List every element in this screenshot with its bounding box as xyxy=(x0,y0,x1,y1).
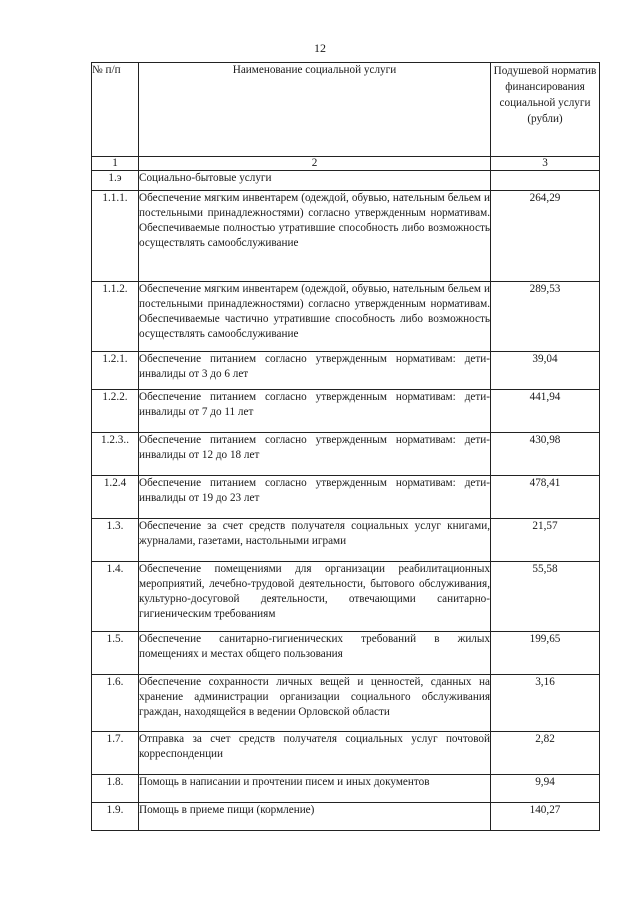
section-num: 1.э xyxy=(92,171,139,191)
row-number: 1.1.1. xyxy=(92,191,139,282)
norm-value: 9,94 xyxy=(491,775,600,803)
row-number: 1.1.2. xyxy=(92,282,139,352)
header-num: № п/п xyxy=(92,63,139,157)
column-number: 3 xyxy=(491,157,600,171)
row-number: 1.2.4 xyxy=(92,476,139,519)
service-name: Отправка за счет средств получателя социальных услуг почтовой корреспонденции xyxy=(139,732,491,775)
norm-value: 289,53 xyxy=(491,282,600,352)
table-row xyxy=(92,282,600,352)
service-name: Обеспечение питанием согласно утвержденным нормативам: дети-инвалиды от 12 до 18 лет xyxy=(139,433,491,476)
norm-value: 478,41 xyxy=(491,476,600,519)
table-row xyxy=(92,562,600,632)
service-name: Обеспечение мягким инвентарем (одеждой, обувью, нательным бельем и постельными принадлежностями) согласно утвержденным нормативам. Обеспечиваемые полностью утратившие способность либо возможность осуществлять самообслуживание xyxy=(139,191,491,282)
norm-value: 39,04 xyxy=(491,352,600,390)
table-row xyxy=(92,632,600,675)
table-header-row xyxy=(92,63,600,157)
section-value-cell xyxy=(491,171,600,191)
column-number: 2 xyxy=(139,157,491,171)
row-number: 1.7. xyxy=(92,732,139,775)
table-row xyxy=(92,476,600,519)
section-title: Социально-бытовые услуги xyxy=(139,171,491,191)
service-name: Обеспечение помещениями для организации реабилитационных мероприятий, лечебно-трудовой деятельности, бытового обслуживания, культурно-досуговой деятельности, отвечающими санитарно-гигиеническим требованиям xyxy=(139,562,491,632)
row-number: 1.4. xyxy=(92,562,139,632)
table-row xyxy=(92,433,600,476)
table-row xyxy=(92,732,600,775)
norm-value: 2,82 xyxy=(491,732,600,775)
norm-value: 55,58 xyxy=(491,562,600,632)
service-name: Обеспечение питанием согласно утвержденным нормативам: дети-инвалиды от 19 до 23 лет xyxy=(139,476,491,519)
norm-value: 3,16 xyxy=(491,675,600,732)
norm-value: 441,94 xyxy=(491,390,600,433)
row-number: 1.2.2. xyxy=(92,390,139,433)
table-row xyxy=(92,519,600,562)
row-number: 1.9. xyxy=(92,803,139,831)
services-table xyxy=(91,62,600,831)
column-number: 1 xyxy=(92,157,139,171)
column-number-row xyxy=(92,157,600,171)
row-number: 1.8. xyxy=(92,775,139,803)
section-row xyxy=(92,171,600,191)
row-number: 1.3. xyxy=(92,519,139,562)
table-row xyxy=(92,352,600,390)
norm-value: 199,65 xyxy=(491,632,600,675)
service-name: Обеспечение питанием согласно утвержденным нормативам: дети-инвалиды от 7 до 11 лет xyxy=(139,390,491,433)
table-row xyxy=(92,775,600,803)
norm-value: 21,57 xyxy=(491,519,600,562)
header-norm: Подушевой норматив финансирования социальной услуги (рубли) xyxy=(491,63,600,157)
table-row xyxy=(92,390,600,433)
service-name: Помощь в написании и прочтении писем и иных документов xyxy=(139,775,491,803)
row-number: 1.2.3.. xyxy=(92,433,139,476)
row-number: 1.5. xyxy=(92,632,139,675)
page-number: 12 xyxy=(314,41,326,55)
table-row xyxy=(92,191,600,282)
service-name: Обеспечение мягким инвентарем (одеждой, обувью, нательным бельем и постельными принадлежностями) согласно утвержденным нормативам. Обеспечиваемые частично утратившие способность либо возможность осуществлять самообслуживание xyxy=(139,282,491,352)
norm-value: 430,98 xyxy=(491,433,600,476)
norm-value: 140,27 xyxy=(491,803,600,831)
service-name: Обеспечение питанием согласно утвержденным нормативам: дети-инвалиды от 3 до 6 лет xyxy=(139,352,491,390)
row-number: 1.2.1. xyxy=(92,352,139,390)
row-number: 1.6. xyxy=(92,675,139,732)
header-name: Наименование социальной услуги xyxy=(139,63,491,157)
service-name: Обеспечение за счет средств получателя социальных услуг книгами, журналами, газетами, настольными играми xyxy=(139,519,491,562)
service-name: Обеспечение санитарно-гигиенических требований в жилых помещениях и местах общего пользования xyxy=(139,632,491,675)
table-row xyxy=(92,675,600,732)
table-row xyxy=(92,803,600,831)
norm-value: 264,29 xyxy=(491,191,600,282)
service-name: Помощь в приеме пищи (кормление) xyxy=(139,803,491,831)
service-name: Обеспечение сохранности личных вещей и ценностей, сданных на хранение администрации организации социального обслуживания граждан, находящейся в ведении Орловской области xyxy=(139,675,491,732)
